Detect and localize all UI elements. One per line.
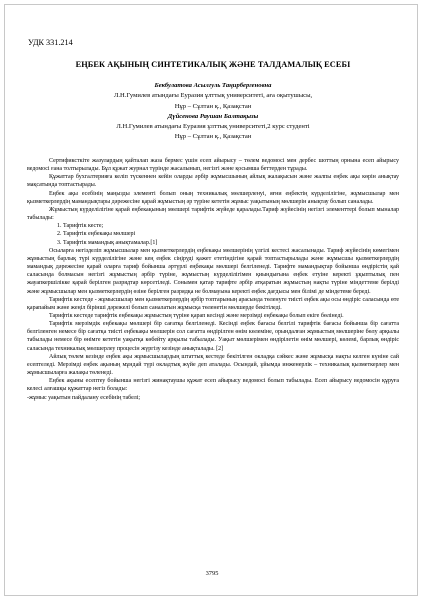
author-location: Нұр – Сұлтан қ., Қазақстан (174, 133, 252, 141)
body-paragraph: Тарифтік кестеде - жұмысшылар мен қызметкерлердің әрбір топтарының арасында төленуге тиісті еңбек ақы осы өндіріс саласында өте қарапайым және жеңіл бірінші дәрежелі болып саналатын жұмысқа төленетін мөлшерде бекітіледі. (27, 296, 399, 311)
body-paragraph: Еңбек ақы есебінің маңызды элементі болып оның техникалық мөлшерленуі, яғни еңбектің күрделілігіне, жұмысшылар мен қызметкерлердің мамандықтары дәрежесіне қарай жұмыстың әр түріне кететін жұмыс уақытының мөлшерін анықтау болып саналады. (27, 190, 399, 205)
body-paragraph: -жұмыс уақытын пайдалану есебінің табелі; (27, 394, 141, 401)
udc-code: УДК 331.214 (28, 38, 73, 47)
list-item: 1. Тарифтік кесте; (57, 223, 104, 230)
body-paragraph: Осыларға негізделіп жұмысшылар мен қызметкерлердің еңбекақы мөлшерінің үлгілі кестесі жасалынады. Тариф жүйесінің көмегімен жұмыстың барлық түрі күрделілігіне және кең еңбек сіңіруді қажет ететіндігіне қарай топтастырылады және жұмысшы қызметкерлердің мамандық дәрежесіне қарай оларға тариф бойынша әртүрлі еңбекақы мөлшері белгіленеді. Тарифте мамандықтар бойынша өндірістің қай саласында болмасын негізгі жұмыстың әрбір түріне, жұмыстың күрделілігімен қиындығына еңбек етуіне керекті ұқыптылық пен жауапкершілікке қарай берілген разрядтар көрсетіледі. Сонымен қатар тарифте әрбір атқаратын жұмыстың нақты түріне міндеттеме берілді және жұмысшылар мен қызметкерлердің өзіне берілген разрядқа не болмауына керекті еңбек дағдысы мен білімі де міндетеме береді. (27, 247, 399, 295)
list-item: 2. Тарифтік еңбекақы мөлшері (57, 231, 136, 238)
body-paragraph: Айлық төлем кезінде еңбек ақы жұмысшылардың штаттық кестеде бекітілген окладқа сәйкес және жұмысқа нақты келген күніне сай есептеледі. Мерзімді еңбек ақының мұндай түрі окладтық жүйе деп аталады. Осындай, ұйымда инженерлік – техникалық қызметкерлер мен жұмысшыларға жалақы төленеді. (27, 353, 399, 377)
body-paragraph: Тарифтік мерзімдік еңбекақы мөлшері бір сағатқа белгіленеді. Кесінді еңбек бағасы белгілі тарифтік бағасы бойынша бір сағатта белгіленген немесе бір сағатқа тиісті еңбекақы мөлшерін сол сағатта өндірілген өнім көлеміне, орындалған жұмыстың мөлшеріне бөлу арқылы табылады немесе бір өнімге кететін уақытқа көбейту арқылы табылады. Уақыт мөлшерімен өндірілетін өнім мөлшері, көлемі, барлық өндіріс саласында техникалық мөлшерлеу процесін жүргізу кезінде анықталады. [2] (27, 321, 399, 352)
body-paragraph: Құжаттар бухгалтерияға келіп түскеннен кейін оларды әрбір жұмысшының айлық жалақысын және жалпы еңбек ақы көрін анықтау мақсатында топтастырады. (27, 174, 399, 189)
authors-block (28, 81, 398, 143)
author-location: Нұр – Сұлтан қ., Қазақстан (174, 102, 252, 110)
author-name: Бекбулатова Асылгуль Таңирбергеновна (154, 82, 272, 89)
article-title: ЕҢБЕК АҚЫНЫҢ СИНТЕТИКАЛЫҚ ЖӘНЕ ТАЛДАМАЛЫҚ ЕСЕБІ (75, 60, 351, 69)
body-paragraph: Сертификсткіте жазулардың қайталап жаза бермес үшін есеп айырысу – төлем ведомосі мен дербес шоттың орнына есеп айырысу ведомосі ғана толтырылады. Бұл құжат журнал түрінде жасалынып, негізгі және қосымша беттерден тұрады. (27, 158, 399, 173)
author-affiliation: Л.Н.Гумилев атындағы Еуразия ұлттық университеті,2 курс студенті (116, 123, 310, 131)
author-name: Дүйсенова Раушан Балтақызы (167, 112, 259, 120)
article-body (27, 157, 399, 402)
list-item: 3. Тарифтік мамандық анықтамалар.[1] (57, 239, 158, 246)
body-paragraph: Тарифтік кестеде тарифтік еңбекақы жұмыстың түріне қарап кесінді және мерзімді еңбекақы болып екіге бөлінеді. (49, 312, 344, 319)
body-paragraph: Еңбек ақыны есептеу бойынша негізгі жинақтаушы құжат есеп айырысу ведомосі болып табылады. Есеп айырысу ведомосін құруға келесі алғашқы құжаттар негіз болады: (27, 378, 399, 393)
author-affiliation: Л.Н.Гумилев атындағы Еуразия ұлттық университеті, аға оқытушысы, (113, 92, 313, 100)
body-paragraph: Жұмыстың күрделілігіне қарай еңбекақының мөлшері тарифтік жүйеде қаралады.Тариф жүйесінің негізгі элементтері болып мыналар табылады: (27, 206, 399, 222)
page-number: 3795 (205, 570, 219, 577)
